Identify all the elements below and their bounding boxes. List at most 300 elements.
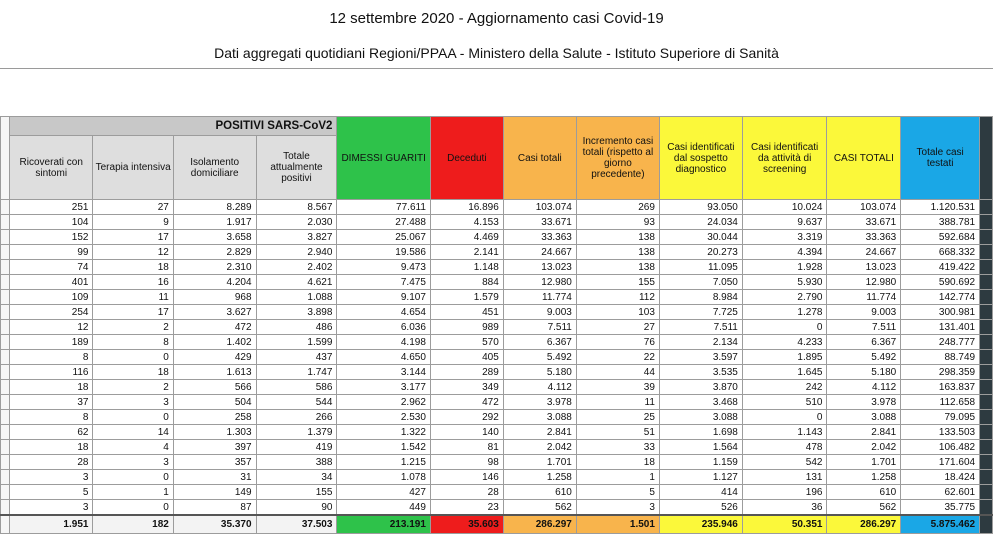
- cell-isolamento: 397: [173, 440, 256, 455]
- cell-screening: 196: [742, 485, 827, 500]
- cell-sospetto-diagnostico: 2.134: [659, 335, 742, 350]
- table-row: [1, 200, 993, 215]
- cell-totale-positivi: 4.621: [256, 275, 337, 290]
- cell-incremento: 33: [576, 440, 659, 455]
- cell-screening: 1.645: [742, 365, 827, 380]
- cell-screening: 510: [742, 395, 827, 410]
- cell-terapia-intensiva: 8: [93, 335, 173, 350]
- cell-isolamento: 8.289: [173, 200, 256, 215]
- cell-screening: 2.790: [742, 290, 827, 305]
- cell-totale-testati: 79.095: [901, 410, 980, 425]
- table-row: [1, 485, 993, 500]
- cell-casi-totali: 610: [503, 485, 576, 500]
- cell-screening: 3.319: [742, 230, 827, 245]
- total-incremento: 1.501: [576, 515, 659, 534]
- cell-casi-totali-caps: 3.978: [827, 395, 901, 410]
- cell-casi-totali-caps: 5.492: [827, 350, 901, 365]
- table-row: [1, 245, 993, 260]
- cell-sospetto-diagnostico: 414: [659, 485, 742, 500]
- cell-incremento: 1: [576, 470, 659, 485]
- cell-sospetto-diagnostico: 7.050: [659, 275, 742, 290]
- cell-casi-totali: 7.511: [503, 320, 576, 335]
- cell-ricoverati: 37: [10, 395, 93, 410]
- cell-terapia-intensiva: 0: [93, 500, 173, 516]
- cell-sospetto-diagnostico: 93.050: [659, 200, 742, 215]
- cell-incremento: 93: [576, 215, 659, 230]
- cell-screening: 1.928: [742, 260, 827, 275]
- header-sospetto-diagnostico: Casi identificati dal sospetto diagnostico: [659, 117, 742, 200]
- cell-totale-testati: 112.658: [901, 395, 980, 410]
- cell-totale-testati: 35.775: [901, 500, 980, 516]
- header-isolamento: Isolamento domiciliare: [173, 136, 256, 200]
- cell-totale-testati: 62.601: [901, 485, 980, 500]
- cell-incremento: 138: [576, 245, 659, 260]
- cell-totale-testati: 142.774: [901, 290, 980, 305]
- row-stub: [1, 350, 10, 365]
- cell-casi-totali: 1.258: [503, 470, 576, 485]
- cell-totale-positivi: 3.827: [256, 230, 337, 245]
- cell-casi-totali-caps: 12.980: [827, 275, 901, 290]
- cell-incremento: 22: [576, 350, 659, 365]
- right-edge: [980, 365, 993, 380]
- cell-screening: 478: [742, 440, 827, 455]
- cell-screening: 0: [742, 410, 827, 425]
- cell-terapia-intensiva: 12: [93, 245, 173, 260]
- cell-totale-positivi: 388: [256, 455, 337, 470]
- cell-terapia-intensiva: 18: [93, 260, 173, 275]
- cell-screening: 542: [742, 455, 827, 470]
- cell-dimessi-guariti: 9.107: [337, 290, 430, 305]
- table-row: [1, 350, 993, 365]
- header-deceduti: Deceduti: [430, 117, 503, 200]
- cell-casi-totali: 5.180: [503, 365, 576, 380]
- cell-casi-totali-caps: 103.074: [827, 200, 901, 215]
- table-row: [1, 275, 993, 290]
- total-casi-totali-caps: 286.297: [827, 515, 901, 534]
- cell-totale-positivi: 544: [256, 395, 337, 410]
- cell-dimessi-guariti: 2.962: [337, 395, 430, 410]
- cell-terapia-intensiva: 17: [93, 230, 173, 245]
- cell-isolamento: 87: [173, 500, 256, 516]
- row-stub: [1, 335, 10, 350]
- row-stub: [1, 215, 10, 230]
- cell-screening: 131: [742, 470, 827, 485]
- cell-deceduti: 4.153: [430, 215, 503, 230]
- cell-deceduti: 2.141: [430, 245, 503, 260]
- total-deceduti: 35.603: [430, 515, 503, 534]
- cell-casi-totali-caps: 562: [827, 500, 901, 516]
- cell-terapia-intensiva: 0: [93, 350, 173, 365]
- row-stub: [1, 275, 10, 290]
- cell-isolamento: 566: [173, 380, 256, 395]
- cell-ricoverati: 12: [10, 320, 93, 335]
- cell-isolamento: 504: [173, 395, 256, 410]
- cell-casi-totali: 13.023: [503, 260, 576, 275]
- cell-isolamento: 472: [173, 320, 256, 335]
- cell-sospetto-diagnostico: 24.034: [659, 215, 742, 230]
- cell-incremento: 44: [576, 365, 659, 380]
- cell-totale-testati: 419.422: [901, 260, 980, 275]
- table-row: [1, 395, 993, 410]
- cell-casi-totali: 3.978: [503, 395, 576, 410]
- table-row: [1, 455, 993, 470]
- cell-terapia-intensiva: 11: [93, 290, 173, 305]
- row-stub: [1, 455, 10, 470]
- header-totale-testati: Totale casi testati: [901, 117, 980, 200]
- cell-deceduti: 140: [430, 425, 503, 440]
- cell-deceduti: 28: [430, 485, 503, 500]
- cell-totale-positivi: 2.030: [256, 215, 337, 230]
- right-edge: [980, 200, 993, 215]
- table-row: [1, 500, 993, 516]
- cell-screening: 4.233: [742, 335, 827, 350]
- cell-dimessi-guariti: 1.322: [337, 425, 430, 440]
- total-totale-testati: 5.875.462: [901, 515, 980, 534]
- right-edge: [980, 425, 993, 440]
- cell-sospetto-diagnostico: 11.095: [659, 260, 742, 275]
- right-edge: [980, 485, 993, 500]
- row-stub: [1, 305, 10, 320]
- cell-totale-testati: 590.692: [901, 275, 980, 290]
- cell-screening: 0: [742, 320, 827, 335]
- cell-ricoverati: 62: [10, 425, 93, 440]
- cell-sospetto-diagnostico: 3.870: [659, 380, 742, 395]
- cell-casi-totali: 11.774: [503, 290, 576, 305]
- row-stub: [1, 425, 10, 440]
- cell-totale-testati: 298.359: [901, 365, 980, 380]
- cell-deceduti: 81: [430, 440, 503, 455]
- table-row: [1, 260, 993, 275]
- cell-casi-totali-caps: 6.367: [827, 335, 901, 350]
- cell-isolamento: 1.402: [173, 335, 256, 350]
- cell-isolamento: 3.658: [173, 230, 256, 245]
- cell-deceduti: 349: [430, 380, 503, 395]
- cell-dimessi-guariti: 7.475: [337, 275, 430, 290]
- cell-casi-totali: 12.980: [503, 275, 576, 290]
- cell-dimessi-guariti: 4.198: [337, 335, 430, 350]
- cell-isolamento: 1.917: [173, 215, 256, 230]
- cell-totale-positivi: 437: [256, 350, 337, 365]
- cell-isolamento: 149: [173, 485, 256, 500]
- cell-casi-totali-caps: 7.511: [827, 320, 901, 335]
- cell-casi-totali: 103.074: [503, 200, 576, 215]
- cell-casi-totali-caps: 11.774: [827, 290, 901, 305]
- cell-isolamento: 1.303: [173, 425, 256, 440]
- right-edge: [980, 440, 993, 455]
- cell-sospetto-diagnostico: 3.088: [659, 410, 742, 425]
- cell-isolamento: 2.829: [173, 245, 256, 260]
- row-stub: [1, 200, 10, 215]
- total-casi-totali: 286.297: [503, 515, 576, 534]
- row-stub: [1, 395, 10, 410]
- cell-totale-positivi: 419: [256, 440, 337, 455]
- total-totale-positivi: 37.503: [256, 515, 337, 534]
- cell-terapia-intensiva: 0: [93, 470, 173, 485]
- cell-dimessi-guariti: 427: [337, 485, 430, 500]
- right-edge: [980, 290, 993, 305]
- cell-sospetto-diagnostico: 1.698: [659, 425, 742, 440]
- cell-deceduti: 1.148: [430, 260, 503, 275]
- cell-isolamento: 357: [173, 455, 256, 470]
- cell-deceduti: 292: [430, 410, 503, 425]
- cell-incremento: 18: [576, 455, 659, 470]
- cell-isolamento: 968: [173, 290, 256, 305]
- cell-totale-positivi: 2.402: [256, 260, 337, 275]
- cell-totale-testati: 163.837: [901, 380, 980, 395]
- cell-dimessi-guariti: 77.611: [337, 200, 430, 215]
- covid-data-table: [0, 116, 993, 534]
- cell-sospetto-diagnostico: 20.273: [659, 245, 742, 260]
- cell-terapia-intensiva: 16: [93, 275, 173, 290]
- cell-terapia-intensiva: 18: [93, 365, 173, 380]
- cell-screening: 4.394: [742, 245, 827, 260]
- table-row: [1, 215, 993, 230]
- cell-totale-testati: 668.332: [901, 245, 980, 260]
- cell-casi-totali: 5.492: [503, 350, 576, 365]
- cell-incremento: 5: [576, 485, 659, 500]
- table-row: [1, 365, 993, 380]
- header-ricoverati: Ricoverati con sintomi: [10, 136, 93, 200]
- cell-ricoverati: 401: [10, 275, 93, 290]
- cell-ricoverati: 5: [10, 485, 93, 500]
- cell-incremento: 138: [576, 230, 659, 245]
- cell-dimessi-guariti: 19.586: [337, 245, 430, 260]
- cell-terapia-intensiva: 14: [93, 425, 173, 440]
- cell-deceduti: 989: [430, 320, 503, 335]
- cell-deceduti: 16.896: [430, 200, 503, 215]
- right-edge: [980, 350, 993, 365]
- right-edge: [980, 335, 993, 350]
- cell-sospetto-diagnostico: 526: [659, 500, 742, 516]
- cell-incremento: 138: [576, 260, 659, 275]
- cell-casi-totali-caps: 9.003: [827, 305, 901, 320]
- header-screening: Casi identificati da attività di screening: [742, 117, 827, 200]
- cell-casi-totali: 6.367: [503, 335, 576, 350]
- cell-dimessi-guariti: 4.654: [337, 305, 430, 320]
- cell-ricoverati: 116: [10, 365, 93, 380]
- table-row: [1, 440, 993, 455]
- cell-incremento: 76: [576, 335, 659, 350]
- table-row: [1, 230, 993, 245]
- cell-dimessi-guariti: 25.067: [337, 230, 430, 245]
- cell-totale-testati: 106.482: [901, 440, 980, 455]
- cell-screening: 1.143: [742, 425, 827, 440]
- cell-deceduti: 570: [430, 335, 503, 350]
- cell-screening: 1.278: [742, 305, 827, 320]
- cell-screening: 1.895: [742, 350, 827, 365]
- row-stub: [1, 470, 10, 485]
- cell-dimessi-guariti: 2.530: [337, 410, 430, 425]
- cell-ricoverati: 189: [10, 335, 93, 350]
- cell-casi-totali: 24.667: [503, 245, 576, 260]
- cell-isolamento: 3.627: [173, 305, 256, 320]
- right-edge: [980, 230, 993, 245]
- cell-dimessi-guariti: 4.650: [337, 350, 430, 365]
- cell-casi-totali-caps: 610: [827, 485, 901, 500]
- cell-casi-totali: 562: [503, 500, 576, 516]
- cell-totale-positivi: 266: [256, 410, 337, 425]
- report-title: 12 settembre 2020 - Aggiornamento casi Covid-19: [329, 10, 664, 27]
- cell-casi-totali-caps: 1.258: [827, 470, 901, 485]
- row-stub: [1, 500, 10, 516]
- cell-totale-positivi: 1.379: [256, 425, 337, 440]
- table-row: [1, 470, 993, 485]
- cell-totale-positivi: 2.940: [256, 245, 337, 260]
- row-stub: [1, 485, 10, 500]
- cell-ricoverati: 8: [10, 350, 93, 365]
- right-edge: [980, 410, 993, 425]
- cell-dimessi-guariti: 449: [337, 500, 430, 516]
- cell-sospetto-diagnostico: 3.468: [659, 395, 742, 410]
- row-stub: [1, 260, 10, 275]
- total-terapia-intensiva: 182: [93, 515, 173, 534]
- right-edge: [980, 305, 993, 320]
- cell-casi-totali: 1.701: [503, 455, 576, 470]
- cell-deceduti: 289: [430, 365, 503, 380]
- title-box: [0, 0, 993, 69]
- right-edge: [980, 470, 993, 485]
- header-dimessi-guariti: DIMESSI GUARITI: [337, 117, 430, 200]
- cell-terapia-intensiva: 3: [93, 455, 173, 470]
- cell-screening: 36: [742, 500, 827, 516]
- cell-deceduti: 405: [430, 350, 503, 365]
- cell-isolamento: 2.310: [173, 260, 256, 275]
- cell-terapia-intensiva: 3: [93, 395, 173, 410]
- cell-totale-positivi: 1.747: [256, 365, 337, 380]
- table-row: [1, 410, 993, 425]
- cell-totale-positivi: 1.088: [256, 290, 337, 305]
- table-row: [1, 305, 993, 320]
- cell-dimessi-guariti: 27.488: [337, 215, 430, 230]
- row-stub: [1, 515, 10, 534]
- group-header-row: [1, 117, 993, 136]
- row-stub: [1, 230, 10, 245]
- cell-casi-totali: 4.112: [503, 380, 576, 395]
- table-row: [1, 320, 993, 335]
- totals-row: [1, 515, 993, 534]
- cell-totale-testati: 131.401: [901, 320, 980, 335]
- total-isolamento: 35.370: [173, 515, 256, 534]
- total-screening: 50.351: [742, 515, 827, 534]
- cell-incremento: 25: [576, 410, 659, 425]
- cell-casi-totali: 9.003: [503, 305, 576, 320]
- cell-ricoverati: 74: [10, 260, 93, 275]
- cell-casi-totali: 2.042: [503, 440, 576, 455]
- cell-deceduti: 23: [430, 500, 503, 516]
- cell-incremento: 3: [576, 500, 659, 516]
- cell-casi-totali-caps: 33.363: [827, 230, 901, 245]
- cell-isolamento: 258: [173, 410, 256, 425]
- right-edge: [980, 455, 993, 470]
- header-terapia-intensiva: Terapia intensiva: [93, 136, 173, 200]
- cell-isolamento: 31: [173, 470, 256, 485]
- cell-ricoverati: 251: [10, 200, 93, 215]
- cell-dimessi-guariti: 1.215: [337, 455, 430, 470]
- cell-deceduti: 1.579: [430, 290, 503, 305]
- cell-casi-totali-caps: 33.671: [827, 215, 901, 230]
- right-edge: [980, 215, 993, 230]
- right-edge: [980, 320, 993, 335]
- cell-casi-totali-caps: 4.112: [827, 380, 901, 395]
- cell-dimessi-guariti: 3.177: [337, 380, 430, 395]
- total-sospetto-diagnostico: 235.946: [659, 515, 742, 534]
- cell-ricoverati: 3: [10, 470, 93, 485]
- cell-incremento: 11: [576, 395, 659, 410]
- group-header-positivi: POSITIVI SARS-CoV2: [10, 117, 337, 136]
- cell-dimessi-guariti: 1.542: [337, 440, 430, 455]
- row-stub: [1, 440, 10, 455]
- cell-ricoverati: 99: [10, 245, 93, 260]
- cell-deceduti: 451: [430, 305, 503, 320]
- cell-totale-positivi: 34: [256, 470, 337, 485]
- cell-terapia-intensiva: 2: [93, 380, 173, 395]
- cell-terapia-intensiva: 17: [93, 305, 173, 320]
- cell-sospetto-diagnostico: 3.535: [659, 365, 742, 380]
- cell-casi-totali-caps: 13.023: [827, 260, 901, 275]
- cell-totale-positivi: 8.567: [256, 200, 337, 215]
- cell-ricoverati: 3: [10, 500, 93, 516]
- table-row: [1, 425, 993, 440]
- cell-deceduti: 4.469: [430, 230, 503, 245]
- cell-totale-positivi: 586: [256, 380, 337, 395]
- cell-casi-totali-caps: 24.667: [827, 245, 901, 260]
- cell-sospetto-diagnostico: 7.511: [659, 320, 742, 335]
- cell-dimessi-guariti: 3.144: [337, 365, 430, 380]
- cell-casi-totali: 33.671: [503, 215, 576, 230]
- cell-casi-totali-caps: 2.841: [827, 425, 901, 440]
- right-edge: [980, 260, 993, 275]
- cell-dimessi-guariti: 1.078: [337, 470, 430, 485]
- cell-terapia-intensiva: 4: [93, 440, 173, 455]
- cell-sospetto-diagnostico: 1.127: [659, 470, 742, 485]
- cell-ricoverati: 152: [10, 230, 93, 245]
- cell-screening: 9.637: [742, 215, 827, 230]
- cell-incremento: 27: [576, 320, 659, 335]
- cell-ricoverati: 109: [10, 290, 93, 305]
- table-row: [1, 290, 993, 305]
- cell-totale-testati: 133.503: [901, 425, 980, 440]
- cell-incremento: 155: [576, 275, 659, 290]
- cell-deceduti: 98: [430, 455, 503, 470]
- header-incremento: Incremento casi totali (rispetto al giorno precedente): [576, 117, 659, 200]
- cell-totale-positivi: 3.898: [256, 305, 337, 320]
- cell-incremento: 269: [576, 200, 659, 215]
- cell-sospetto-diagnostico: 30.044: [659, 230, 742, 245]
- cell-incremento: 112: [576, 290, 659, 305]
- row-stub: [1, 410, 10, 425]
- cell-totale-testati: 248.777: [901, 335, 980, 350]
- row-label-stub: [1, 117, 10, 200]
- cell-sospetto-diagnostico: 7.725: [659, 305, 742, 320]
- cell-sospetto-diagnostico: 1.564: [659, 440, 742, 455]
- cell-screening: 5.930: [742, 275, 827, 290]
- cell-casi-totali: 2.841: [503, 425, 576, 440]
- cell-incremento: 51: [576, 425, 659, 440]
- cell-terapia-intensiva: 1: [93, 485, 173, 500]
- cell-sospetto-diagnostico: 1.159: [659, 455, 742, 470]
- cell-totale-positivi: 90: [256, 500, 337, 516]
- cell-ricoverati: 8: [10, 410, 93, 425]
- cell-ricoverati: 104: [10, 215, 93, 230]
- header-totale-positivi: Totale attualmente positivi: [256, 136, 337, 200]
- cell-ricoverati: 28: [10, 455, 93, 470]
- cell-sospetto-diagnostico: 3.597: [659, 350, 742, 365]
- right-edge: [980, 500, 993, 516]
- cell-incremento: 103: [576, 305, 659, 320]
- cell-screening: 242: [742, 380, 827, 395]
- cell-casi-totali-caps: 2.042: [827, 440, 901, 455]
- cell-isolamento: 429: [173, 350, 256, 365]
